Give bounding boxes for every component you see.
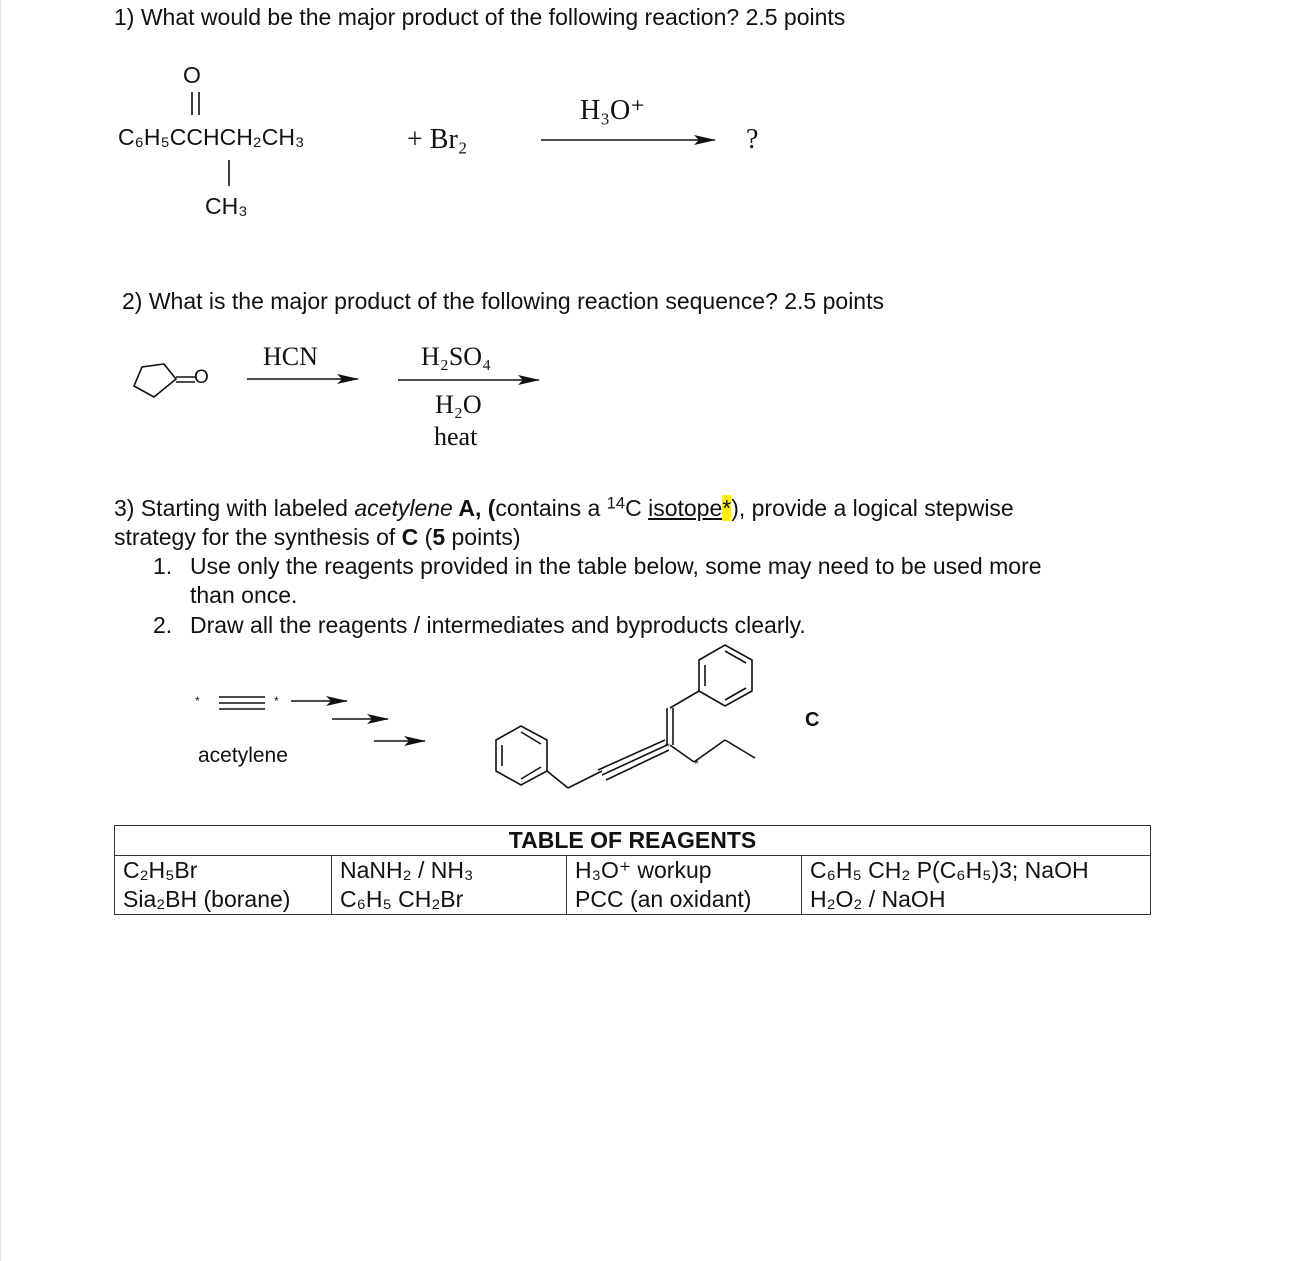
q2-hcn-reagent: HCN bbox=[263, 342, 318, 371]
q1-carbonyl-oxygen: O bbox=[183, 62, 201, 88]
table-cell: H₂O₂ / NaOH bbox=[802, 885, 1151, 915]
table-cell bbox=[567, 885, 802, 915]
q3-intro-line2: strategy for the synthesis of C (5 points) bbox=[114, 524, 521, 550]
q2-heat: heat bbox=[434, 422, 478, 451]
isotope-link[interactable]: isotope bbox=[648, 495, 723, 521]
q3-item2: Draw all the reagents / intermediates and byproducts clearly. bbox=[190, 612, 806, 638]
styryl-bond bbox=[670, 691, 699, 708]
q2-water: H₂O bbox=[435, 390, 482, 419]
benzylic-bond-1 bbox=[547, 771, 568, 788]
table-cell: C₆H₅ CH₂Br bbox=[332, 885, 567, 915]
acetylene-star-right: * bbox=[274, 694, 279, 708]
alkyne-bond-2 bbox=[602, 745, 667, 775]
table-cell: C₂H₅Br bbox=[115, 856, 332, 886]
table-row bbox=[115, 885, 1151, 915]
product-c-label: C bbox=[805, 709, 820, 731]
q1-reactant-formula: C₆H₅CCHCH₂CH₃ bbox=[118, 124, 305, 150]
table-cell: C₆H₅ CH₂ P(C₆H₅)3; NaOH bbox=[802, 856, 1151, 886]
ethyl-bond-2 bbox=[694, 740, 725, 762]
pcc-cell: PCC (an oxidant) bbox=[575, 886, 752, 912]
q3-item1-line2: than once. bbox=[190, 582, 298, 608]
q3-intro-line1: 3) Starting with labeled acetylene A, (contains a $^{14}$C isotope*), provide a logical stepwise bbox=[114, 493, 1014, 521]
table-cell: NaNH₂ / NH₃ bbox=[332, 856, 567, 886]
q2-sulfuric-acid: H₂SO₄ bbox=[421, 342, 492, 371]
q3-item2-number: 2. bbox=[153, 612, 173, 638]
q3-item1-line1: Use only the reagents provided in the table below, some may need to be used more bbox=[190, 553, 1042, 579]
product-benzene-upper bbox=[699, 645, 752, 706]
ethyl-bond-3 bbox=[725, 740, 755, 758]
table-row bbox=[115, 856, 1151, 886]
ethyl-bond-1 bbox=[670, 745, 694, 762]
table-cell: Sia₂BH (borane) bbox=[115, 885, 332, 915]
cyclopentanone-ring bbox=[134, 364, 176, 397]
q1-methyl-branch: CH₃ bbox=[205, 193, 248, 219]
reagent-table bbox=[114, 825, 1151, 915]
product-star-1: * bbox=[665, 740, 670, 754]
alkyne-bond-1 bbox=[598, 740, 665, 770]
q1-prompt: 1) What would be the major product of the following reaction? 2.5 points bbox=[114, 4, 846, 30]
q1-bromine-reagent: + Br₂ bbox=[407, 124, 468, 155]
benzylic-bond-2 bbox=[568, 771, 602, 788]
q1-acid-condition: H₃O⁺ bbox=[580, 95, 645, 126]
table-header: TABLE OF REAGENTS bbox=[115, 826, 1151, 856]
product-benzene-lower bbox=[496, 726, 547, 785]
q3-item1-number: 1. bbox=[153, 553, 173, 579]
q1-product-unknown: ? bbox=[746, 124, 759, 155]
alkyne-bond-3 bbox=[606, 750, 669, 780]
q2-ketone-oxygen: O bbox=[194, 367, 209, 388]
product-star-2: * bbox=[694, 757, 699, 771]
q2-prompt: 2) What is the major product of the following reaction sequence? 2.5 points bbox=[122, 288, 884, 314]
isotope-star-highlight: * bbox=[722, 495, 732, 521]
table-cell: H₃O⁺ workup bbox=[567, 856, 802, 886]
acetylene-star-left: * bbox=[195, 694, 200, 708]
acetylene-label: acetylene bbox=[198, 744, 288, 767]
